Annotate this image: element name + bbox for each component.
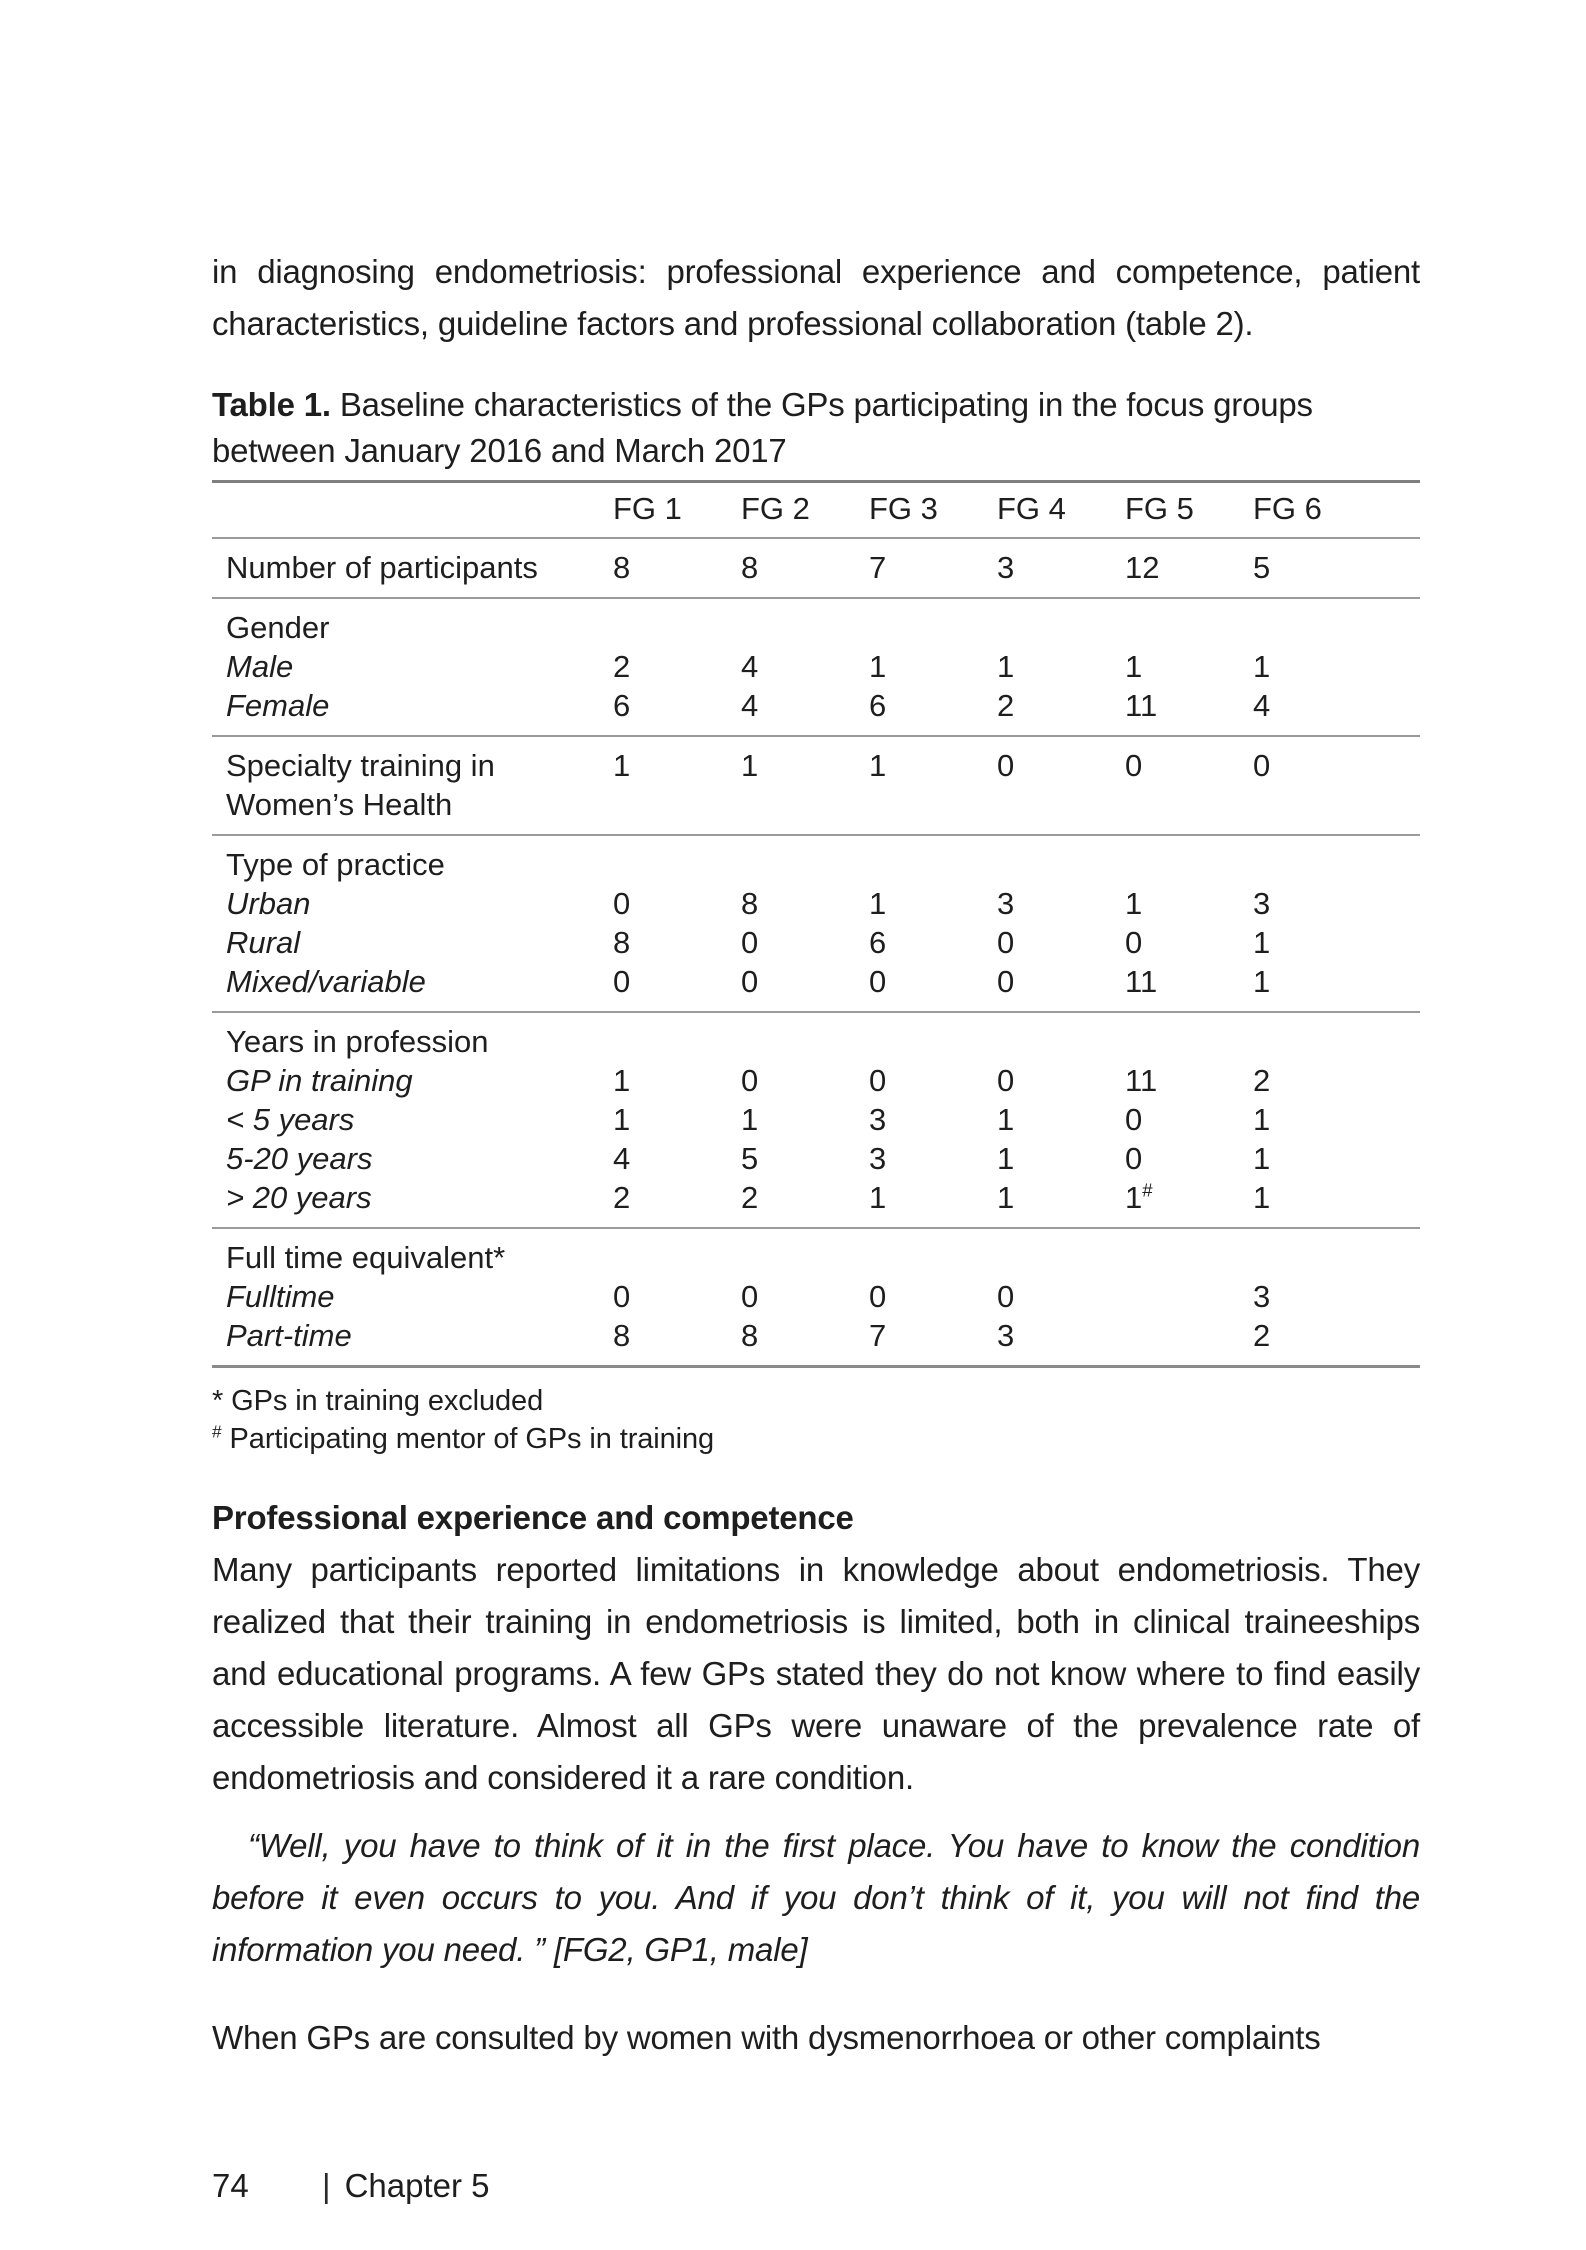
footnote-hash [212,1420,1420,1458]
footnote-marker: # [212,1421,222,1442]
table-cell: 0 [613,964,631,999]
table-cell: 1 [997,1180,1015,1215]
table-cell: 1# [1125,1179,1153,1215]
table-cell: 2 [1253,1318,1271,1353]
table-row [212,845,1420,884]
table-row [212,1022,1420,1061]
table-caption-text: Baseline characteristics of the GPs participating in the focus groups between January 2016 and March 2017 [212,386,1313,469]
table-row [212,1139,1420,1178]
table-cell: 3 [869,1102,887,1137]
table-caption-label: Table 1. [212,386,331,423]
row-label: > 20 years [226,1180,372,1215]
footer-divider: | [322,2167,331,2204]
table1-header-row [212,489,1420,528]
row-label: Type of practice [226,847,445,882]
row-label: Full time equivalent* [226,1240,506,1275]
row-label: < 5 years [226,1102,355,1137]
section-heading: Professional experience and competence [212,1499,854,1536]
table-caption [212,382,1420,474]
table-cell: 1 [997,1102,1015,1137]
table-cell: 0 [741,925,759,960]
column-header: FG 3 [869,491,938,526]
table-cell: 0 [869,1063,887,1098]
footnote-marker: * [212,1385,224,1417]
table-group [212,735,1420,834]
table-cell: 4 [741,649,759,684]
table-cell: 1 [1253,1141,1271,1176]
row-label: Mixed/variable [226,964,426,999]
row-label: Rural [226,925,301,960]
table-cell: 0 [869,964,887,999]
table-row [212,1100,1420,1139]
table-cell: 6 [869,688,887,723]
table-cell: 0 [1125,1141,1143,1176]
table-row [212,746,1420,824]
table1-header [212,483,1420,537]
table-cell: 11 [1125,688,1158,723]
table-cell: 3 [1253,1279,1271,1314]
table-footnotes [212,1382,1420,1458]
table-cell: 1 [997,649,1015,684]
table-cell: 8 [741,550,759,585]
footnote-asterisk [212,1382,1420,1420]
intro-paragraph: in diagnosing endometriosis: professional experience and competence, patient characteristics, guideline factors and professional collaboration (table 2). [212,253,1420,342]
table-cell: 2 [1253,1063,1271,1098]
table-cell: 0 [997,1279,1015,1314]
table-cell: 0 [741,1063,759,1098]
row-label: Female [226,688,330,723]
table-row [212,962,1420,1001]
table-cell: 0 [741,1279,759,1314]
table-row [212,884,1420,923]
row-label: Male [226,649,294,684]
table-cell: 0 [997,925,1015,960]
table-row [212,1277,1420,1316]
table-row [212,1178,1420,1217]
table-cell: 4 [741,688,759,723]
table-row [212,1316,1420,1355]
table-cell: 8 [741,1318,759,1353]
table-cell: 3 [869,1141,887,1176]
table-cell: 0 [741,964,759,999]
table-cell: 0 [1125,925,1143,960]
row-label: Number of participants [226,550,538,585]
table-group [212,834,1420,1011]
cell-superscript: # [1142,1179,1153,1201]
table-cell: 3 [997,1318,1015,1353]
table-cell: 0 [1125,1102,1143,1137]
column-header: FG 2 [741,491,810,526]
table-cell: 0 [997,748,1015,783]
table-cell: 1 [741,1102,759,1137]
table-cell: 1 [1253,1180,1271,1215]
table-cell: 0 [869,1279,887,1314]
table-cell: 11 [1125,1063,1158,1098]
table1-body [212,537,1420,1365]
page-footer [212,2160,1420,2212]
row-label: Fulltime [226,1279,335,1314]
table-group [212,537,1420,597]
table-cell: 1 [1253,925,1271,960]
row-label: Gender [226,610,330,645]
section-paragraph: Many participants reported limitations in knowledge about endometriosis. They realized that their training in endometriosis is limited, both in clinical traineeships and educational programs. A few GPs stated they do not know where to find easily accessible literature. Almost all GPs were unaware of the prevalence rate of endometriosis and considered it a rare condition. [212,1551,1420,1796]
table-cell: 1 [1253,964,1271,999]
row-label: 5-20 years [226,1141,373,1176]
table-row [212,686,1420,725]
table1 [212,480,1420,1368]
table-cell: 7 [869,1318,887,1353]
column-header: FG 1 [613,491,682,526]
column-header: FG 5 [1125,491,1194,526]
table-row [212,647,1420,686]
table-cell: 5 [1253,550,1271,585]
row-label: Urban [226,886,311,921]
following-paragraph: When GPs are consulted by women with dysmenorrhoea or other complaints [212,2019,1321,2056]
table-cell: 1 [997,1141,1015,1176]
table-cell: 6 [613,688,631,723]
table-cell: 0 [1125,748,1143,783]
column-header: FG 6 [1253,491,1322,526]
table-cell: 12 [1125,550,1160,585]
table-cell: 1 [1253,649,1271,684]
quote-paragraph: “Well, you have to think of it in the first place. You have to know the condition before it even occurs to you. And if you don’t think of it, you will not find the information you need. ” [FG2, GP1, male] [212,1827,1420,1968]
table-cell: 1 [869,649,887,684]
page-number: 74 [212,2167,249,2204]
table-row [212,1238,1420,1277]
table-cell: 6 [869,925,887,960]
table-row [212,923,1420,962]
table-cell: 3 [1253,886,1271,921]
table-cell: 0 [613,886,631,921]
table-group [212,1227,1420,1365]
table-cell: 8 [613,1318,631,1353]
table-cell: 0 [997,1063,1015,1098]
row-label: Years in profession [226,1024,489,1059]
column-header: FG 4 [997,491,1066,526]
table-cell: 1 [613,1063,631,1098]
table-cell: 0 [613,1279,631,1314]
table-row [212,548,1420,587]
table-group [212,597,1420,735]
table-cell: 1 [613,1102,631,1137]
chapter-label: Chapter 5 [344,2167,490,2204]
table-cell: 1 [869,748,887,783]
table-cell: 11 [1125,964,1158,999]
row-label: Part-time [226,1318,352,1353]
table-cell: 2 [741,1180,759,1215]
table-cell: 1 [741,748,759,783]
table-cell: 8 [613,550,631,585]
table-row [212,608,1420,647]
footnote-text: GPs in training excluded [231,1385,544,1417]
table-cell: 8 [741,886,759,921]
table-cell: 1 [1125,649,1143,684]
row-label: GP in training [226,1063,413,1098]
table-cell: 4 [613,1141,631,1176]
table-cell: 1 [869,886,887,921]
table-cell: 1 [1253,1102,1271,1137]
table-cell: 8 [613,925,631,960]
table-row [212,1061,1420,1100]
table-cell: 2 [613,649,631,684]
table-group [212,1011,1420,1227]
table-cell: 3 [997,886,1015,921]
row-label: Specialty training in Women’s Health [226,748,495,822]
table-cell: 2 [997,688,1015,723]
table-cell: 1 [613,748,631,783]
footnote-text: Participating mentor of GPs in training [229,1423,715,1455]
table-cell: 7 [869,550,887,585]
table-cell: 0 [1253,748,1271,783]
table-cell: 1 [1125,886,1143,921]
table-cell: 0 [997,964,1015,999]
table-cell: 3 [997,550,1015,585]
table-cell: 2 [613,1180,631,1215]
table-cell: 5 [741,1141,759,1176]
table-cell: 1 [869,1180,887,1215]
table-cell: 4 [1253,688,1271,723]
